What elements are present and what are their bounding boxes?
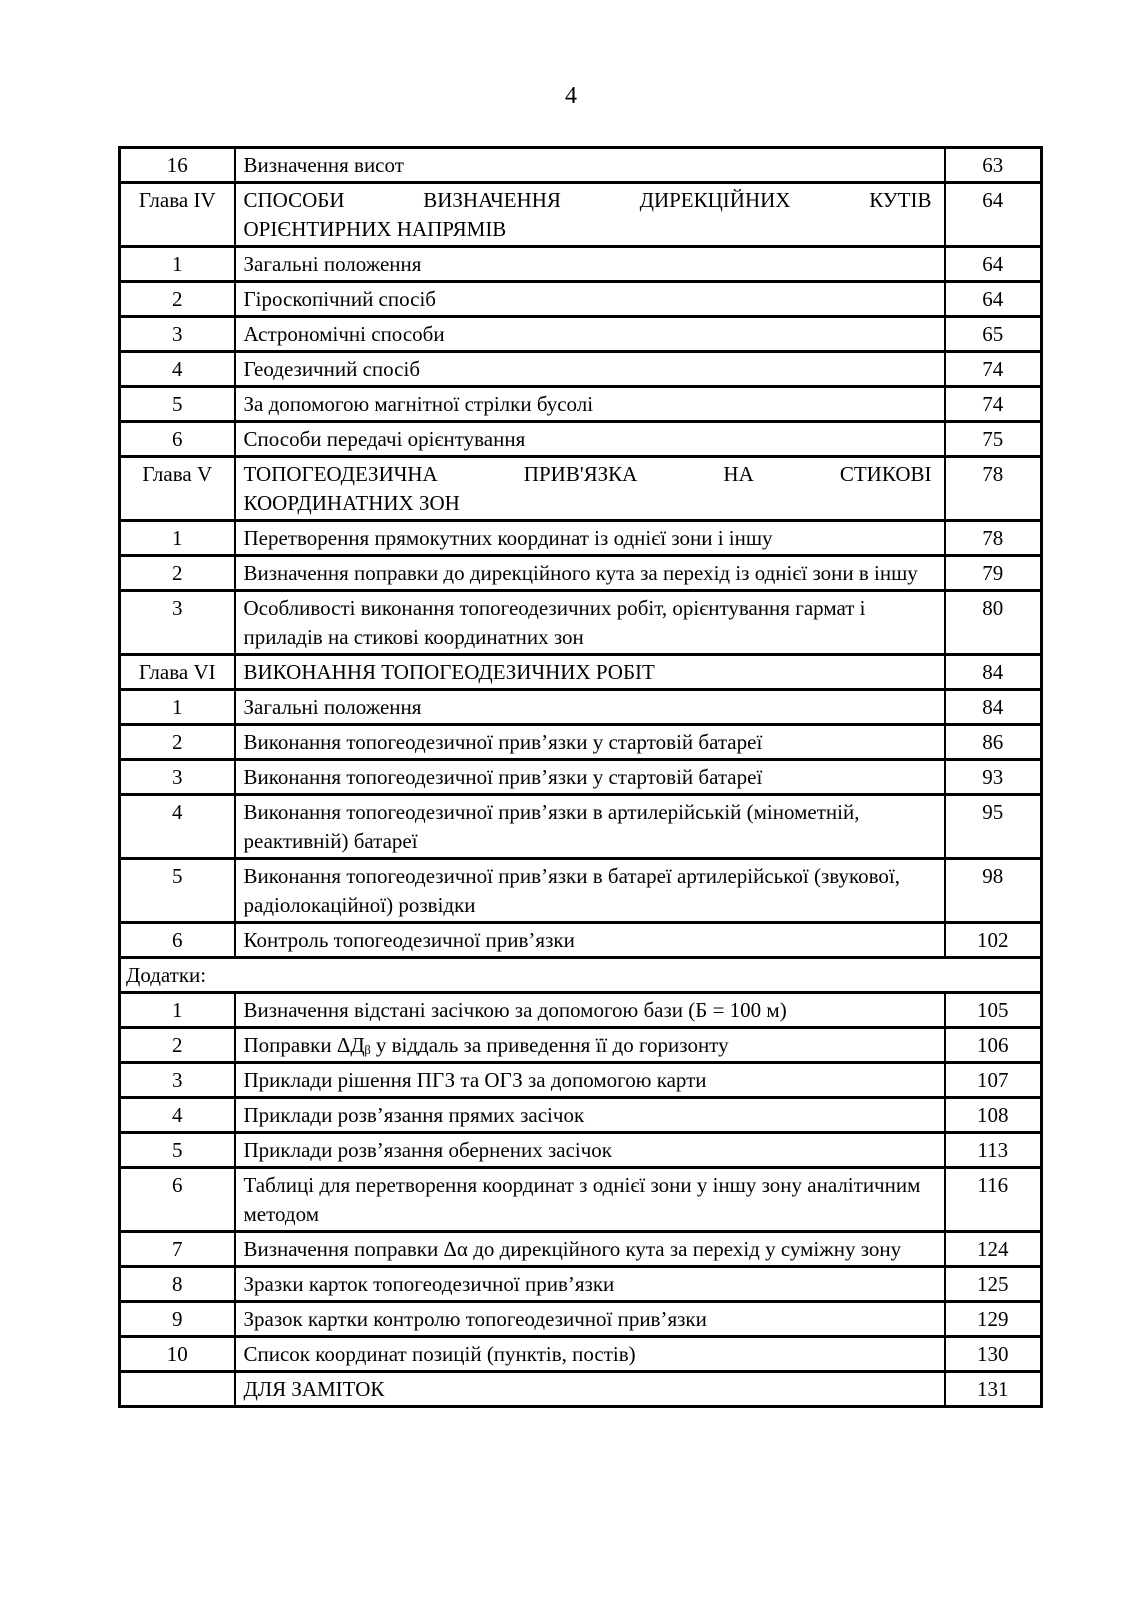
- row-page-cell: 108: [945, 1098, 1042, 1133]
- table-row: [120, 1133, 1042, 1168]
- row-number-cell: 2: [120, 556, 235, 591]
- row-number-cell: 3: [120, 591, 235, 655]
- row-title-cell: Виконання топогеодезичної прив’язки в батареї артилерійської (звукової, радіолокаційної) розвідки: [235, 859, 945, 923]
- row-page-cell: 86: [945, 725, 1042, 760]
- chapter-title-line: КООРДИНАТНИХ ЗОН: [243, 491, 460, 515]
- row-title-cell: Перетворення прямокутних координат із однієї зони і іншу: [235, 521, 945, 556]
- row-title-cell: Загальні положення: [235, 247, 945, 282]
- table-row: [120, 1372, 1042, 1407]
- row-title-cell: Визначення відстані засічкою за допомогою бази (Б = 100 м): [235, 993, 945, 1028]
- row-page-cell: 84: [945, 690, 1042, 725]
- row-number-cell: 5: [120, 387, 235, 422]
- row-title-cell: Виконання топогеодезичної прив’язки в артилерійській (мінометній, реактивній) батареї: [235, 795, 945, 859]
- section-title-cell: Додатки:: [120, 958, 1042, 993]
- row-title-cell: Приклади розв’язання обернених засічок: [235, 1133, 945, 1168]
- row-page-cell: 102: [945, 923, 1042, 958]
- row-title-cell: Виконання топогеодезичної прив’язки у стартовій батареї: [235, 725, 945, 760]
- table-row: [120, 760, 1042, 795]
- table-row: [120, 993, 1042, 1028]
- row-number-cell: 4: [120, 352, 235, 387]
- row-number-cell: 1: [120, 521, 235, 556]
- row-title-cell: Приклади розв’язання прямих засічок: [235, 1098, 945, 1133]
- row-page-cell: 107: [945, 1063, 1042, 1098]
- row-number-cell: 3: [120, 760, 235, 795]
- row-page-cell: 65: [945, 317, 1042, 352]
- row-title-cell: Приклади рішення ПГЗ та ОГЗ за допомогою карти: [235, 1063, 945, 1098]
- row-title-cell: [235, 457, 945, 521]
- row-title-cell: Виконання топогеодезичної прив’язки у стартовій батареї: [235, 760, 945, 795]
- row-number-cell: 1: [120, 690, 235, 725]
- row-page-cell: 116: [945, 1168, 1042, 1232]
- row-number-cell: 6: [120, 923, 235, 958]
- table-row: [120, 352, 1042, 387]
- row-number-cell: 6: [120, 422, 235, 457]
- table-row: [120, 1063, 1042, 1098]
- chapter-title-line: ВИКОНАННЯ ТОПОГЕОДЕЗИЧНИХ РОБІТ: [243, 660, 655, 684]
- row-number-cell: 6: [120, 1168, 235, 1232]
- row-number-cell: [120, 1372, 235, 1407]
- row-page-cell: 130: [945, 1337, 1042, 1372]
- row-title-cell: Загальні положення: [235, 690, 945, 725]
- row-number-cell: 3: [120, 1063, 235, 1098]
- row-title-cell: Визначення висот: [235, 148, 945, 183]
- table-row: [120, 1232, 1042, 1267]
- row-title-cell: Контроль топогеодезичної прив’язки: [235, 923, 945, 958]
- row-title-cell: Зразок картки контролю топогеодезичної прив’язки: [235, 1302, 945, 1337]
- section-row: [120, 958, 1042, 993]
- row-number-cell: 9: [120, 1302, 235, 1337]
- row-page-cell: 75: [945, 422, 1042, 457]
- row-page-cell: 64: [945, 183, 1042, 247]
- chapter-title-line: ОРІЄНТИРНИХ НАПРЯМІВ: [243, 217, 507, 241]
- table-row: [120, 387, 1042, 422]
- row-page-cell: 125: [945, 1267, 1042, 1302]
- row-page-cell: 106: [945, 1028, 1042, 1063]
- row-title-cell: Визначення поправки Δα до дирекційного кута за перехід у суміжну зону: [235, 1232, 945, 1267]
- row-title-cell: Список координат позицій (пунктів, постів): [235, 1337, 945, 1372]
- row-title-cell: За допомогою магнітної стрілки бусолі: [235, 387, 945, 422]
- table-row: [120, 317, 1042, 352]
- row-page-cell: 84: [945, 655, 1042, 690]
- row-number-cell: Глава V: [120, 457, 235, 521]
- row-page-cell: 63: [945, 148, 1042, 183]
- row-title-cell: Поправки ΔДᵦ у віддаль за приведення її до горизонту: [235, 1028, 945, 1063]
- row-title-cell: Гіроскопічний спосіб: [235, 282, 945, 317]
- row-title-cell: Астрономічні способи: [235, 317, 945, 352]
- chapter-row: [120, 457, 1042, 521]
- row-page-cell: 113: [945, 1133, 1042, 1168]
- chapter-title-line: СПОСОБИ ВИЗНАЧЕННЯ ДИРЕКЦІЙНИХ КУТІВ: [243, 188, 932, 212]
- toc-table: [118, 146, 1043, 1408]
- table-row: [120, 521, 1042, 556]
- table-row: [120, 725, 1042, 760]
- row-title-cell: Зразки карток топогеодезичної прив’язки: [235, 1267, 945, 1302]
- chapter-title-line: ТОПОГЕОДЕЗИЧНА ПРИВ'ЯЗКА НА СТИКОВІ: [243, 462, 932, 486]
- row-title-cell: Особливості виконання топогеодезичних робіт, орієнтування гармат і приладів на стикові координатних зон: [235, 591, 945, 655]
- row-number-cell: 1: [120, 993, 235, 1028]
- row-page-cell: 79: [945, 556, 1042, 591]
- row-title-cell: Геодезичний спосіб: [235, 352, 945, 387]
- row-title-cell: ДЛЯ ЗАМІТОК: [235, 1372, 945, 1407]
- table-row: [120, 282, 1042, 317]
- table-row: [120, 1168, 1042, 1232]
- table-row: [120, 923, 1042, 958]
- page-number: 4: [565, 83, 577, 109]
- row-number-cell: 5: [120, 859, 235, 923]
- row-number-cell: Глава IV: [120, 183, 235, 247]
- table-row: [120, 247, 1042, 282]
- row-title-cell: Визначення поправки до дирекційного кута за перехід із однієї зони в іншу: [235, 556, 945, 591]
- row-page-cell: 105: [945, 993, 1042, 1028]
- table-row: [120, 148, 1042, 183]
- chapter-row: [120, 655, 1042, 690]
- row-page-cell: 78: [945, 457, 1042, 521]
- table-row: [120, 556, 1042, 591]
- row-title-cell: [235, 183, 945, 247]
- row-number-cell: 2: [120, 1028, 235, 1063]
- table-row: [120, 1302, 1042, 1337]
- table-row: [120, 422, 1042, 457]
- row-number-cell: 10: [120, 1337, 235, 1372]
- row-page-cell: 78: [945, 521, 1042, 556]
- row-number-cell: 7: [120, 1232, 235, 1267]
- table-row: [120, 1267, 1042, 1302]
- row-number-cell: 8: [120, 1267, 235, 1302]
- table-row: [120, 1028, 1042, 1063]
- row-page-cell: 64: [945, 247, 1042, 282]
- row-page-cell: 124: [945, 1232, 1042, 1267]
- row-page-cell: 74: [945, 387, 1042, 422]
- row-number-cell: 2: [120, 282, 235, 317]
- row-page-cell: 95: [945, 795, 1042, 859]
- toc-body: [120, 148, 1042, 1407]
- table-row: [120, 690, 1042, 725]
- row-page-cell: 74: [945, 352, 1042, 387]
- row-title-cell: [235, 655, 945, 690]
- row-number-cell: 2: [120, 725, 235, 760]
- row-page-cell: 131: [945, 1372, 1042, 1407]
- row-number-cell: Глава VI: [120, 655, 235, 690]
- table-row: [120, 795, 1042, 859]
- row-page-cell: 80: [945, 591, 1042, 655]
- row-page-cell: 98: [945, 859, 1042, 923]
- row-number-cell: 5: [120, 1133, 235, 1168]
- row-title-cell: Таблиці для перетворення координат з однієї зони у іншу зону аналітичним методом: [235, 1168, 945, 1232]
- row-number-cell: 1: [120, 247, 235, 282]
- row-number-cell: 4: [120, 1098, 235, 1133]
- table-row: [120, 1337, 1042, 1372]
- row-page-cell: 93: [945, 760, 1042, 795]
- table-row: [120, 1098, 1042, 1133]
- table-row: [120, 591, 1042, 655]
- row-number-cell: 16: [120, 148, 235, 183]
- chapter-row: [120, 183, 1042, 247]
- table-row: [120, 859, 1042, 923]
- row-page-cell: 64: [945, 282, 1042, 317]
- row-title-cell: Способи передачі орієнтування: [235, 422, 945, 457]
- row-page-cell: 129: [945, 1302, 1042, 1337]
- row-number-cell: 4: [120, 795, 235, 859]
- row-number-cell: 3: [120, 317, 235, 352]
